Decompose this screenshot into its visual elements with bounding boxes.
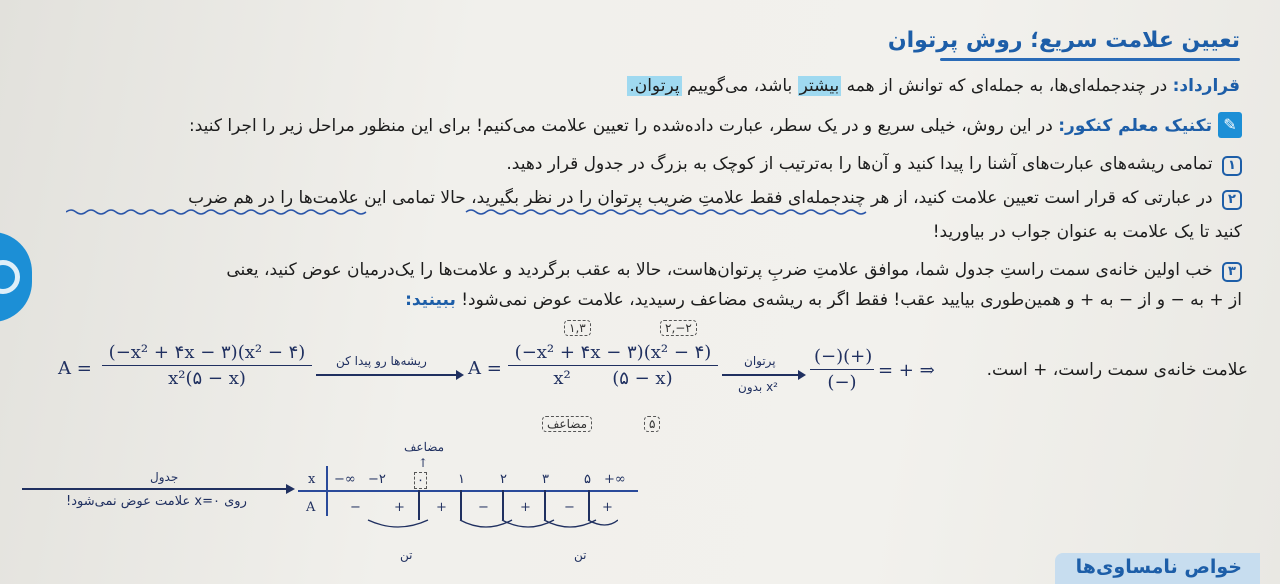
see-label: ببینید: bbox=[405, 290, 456, 310]
step-3-number: ۳ bbox=[1222, 262, 1242, 282]
arrow-find-roots bbox=[316, 374, 462, 376]
step-2-text-1: در عبارتی که قرار است تعیین علامت کنید، از هر چندجمله‌ای فقط علامتِ ضریب پرتوان را در نظر بگیرید، حالا تمامی این علامت‌ها را در هم ضرب bbox=[188, 188, 1213, 208]
sign-cell: + bbox=[520, 500, 531, 515]
arrow-leading-terms bbox=[722, 374, 804, 376]
table-h-line bbox=[298, 490, 638, 492]
sign-cell: − bbox=[350, 500, 361, 515]
undefined-label-2: تن bbox=[574, 548, 587, 562]
technique-line bbox=[189, 116, 1212, 136]
x-value: ۱ bbox=[458, 472, 465, 487]
formula-block bbox=[58, 321, 1248, 431]
rule-highlight-2: پرتوان. bbox=[629, 76, 680, 96]
double-arrow-icon: ↑ bbox=[418, 456, 429, 470]
step-2-underline bbox=[66, 208, 886, 216]
fraction-1-denominator: x²(۵ − x) bbox=[168, 368, 246, 389]
pin-icon: ✎ bbox=[1218, 112, 1242, 138]
fraction-1 bbox=[102, 342, 312, 389]
result-numerator: (−)(+) bbox=[810, 346, 874, 370]
fraction-2-denominator bbox=[508, 366, 718, 389]
x-value: ۰ bbox=[414, 472, 427, 489]
table-arrow-top-label: جدول bbox=[150, 470, 179, 484]
formula-lhs: A = bbox=[58, 358, 92, 379]
step-2-number: ۲ bbox=[1222, 190, 1242, 210]
step-1-text: تمامی ریشه‌های عبارت‌های آشنا را پیدا کنید و آن‌ها را به‌ترتیب از کوچک به بزرگ در جدول قرار دهید. bbox=[506, 154, 1213, 174]
rule-text-before: در چندجمله‌ای‌ها، به جمله‌ای که توانش از همه bbox=[846, 76, 1168, 96]
root-5-box: ۵ bbox=[644, 416, 660, 432]
x-value: −∞ bbox=[334, 472, 356, 487]
table-arrow-head bbox=[286, 484, 295, 494]
section-title: تعیین علامت سریع؛ روش پرتوان bbox=[887, 28, 1240, 53]
arrow-2-bottom-label: x² بدون bbox=[738, 380, 778, 394]
result-tail: = + ⇒ bbox=[878, 360, 935, 381]
row-label-a: A bbox=[306, 500, 316, 515]
result-denominator: (−) bbox=[827, 372, 857, 393]
step-1 bbox=[506, 154, 1242, 176]
double-label: مضاعف bbox=[404, 440, 445, 454]
rule-line bbox=[627, 76, 1240, 96]
gear-icon bbox=[0, 260, 20, 294]
formula-lhs-2: A = bbox=[468, 358, 502, 379]
fraction-1-numerator: (−x² + ۴x − ۳)(x² − ۴) bbox=[102, 342, 312, 366]
fraction-2-numerator: (−x² + ۴x − ۳)(x² − ۴) bbox=[508, 342, 718, 366]
x-value: ۳ bbox=[542, 472, 549, 487]
title-underline bbox=[940, 58, 1240, 61]
sign-arcs bbox=[348, 516, 618, 536]
conclusion-text: علامت خانه‌ی سمت راست، + است. bbox=[986, 360, 1248, 380]
technique-label: تکنیک معلم کنکور: bbox=[1058, 116, 1212, 136]
rule-text-after: باشد، می‌گوییم bbox=[686, 76, 793, 96]
fraction-2 bbox=[508, 342, 718, 389]
step-3-line-2 bbox=[405, 290, 1242, 310]
table-arrow-bottom-label: روی x=۰ علامت عوض نمی‌شود! bbox=[66, 494, 247, 509]
chapter-tab bbox=[0, 232, 32, 322]
arrow-1-label: ریشه‌ها رو پیدا کن bbox=[336, 354, 427, 368]
arrow-2-top-label: پرتوان bbox=[744, 354, 776, 368]
sign-cell: + bbox=[394, 500, 405, 515]
x-value: ۲ bbox=[500, 472, 507, 487]
double-root-box: مضاعف bbox=[542, 416, 592, 432]
table-arrow bbox=[22, 488, 292, 490]
rule-highlight-1: بیشتر bbox=[799, 76, 840, 96]
footer-title: خواص نامساوی‌ها bbox=[1075, 556, 1242, 578]
technique-text: در این روش، خیلی سریع و در یک سطر، عبارت داده‌شده را تعیین علامت می‌کنیم! برای این منظور مراحل زیر را اجرا کنید: bbox=[188, 116, 1053, 136]
fraction-2-den-a: x² bbox=[553, 368, 571, 389]
undefined-label-1: تن bbox=[400, 548, 413, 562]
step-2-text-2: کنید تا یک علامت به عنوان جواب در بیاورید! bbox=[932, 222, 1242, 242]
sign-cell: − bbox=[564, 500, 575, 515]
sign-table bbox=[298, 472, 638, 532]
x-value: ۵ bbox=[584, 472, 591, 487]
sign-cell: + bbox=[602, 500, 613, 515]
fraction-2-den-b: (۵ − x) bbox=[612, 368, 673, 389]
row-label-x: x bbox=[308, 472, 316, 487]
step-2-line-1 bbox=[188, 188, 1242, 210]
roots-box-1: ۱,۳ bbox=[564, 320, 591, 336]
result-fraction bbox=[810, 346, 874, 393]
sign-cell: − bbox=[478, 500, 489, 515]
step-3-line-1 bbox=[226, 260, 1242, 282]
x-value: +∞ bbox=[604, 472, 626, 487]
step-3-text-2: از + به − و از − به + و همین‌طوری بیایید عقب! فقط اگر به ریشه‌ی مضاعف رسیدید، علامت عوض نمی‌شود! bbox=[461, 290, 1242, 310]
x-value: −۲ bbox=[368, 472, 386, 487]
roots-box-2: ۲,−۲ bbox=[660, 320, 697, 336]
step-1-number: ۱ bbox=[1222, 156, 1242, 176]
table-v-line bbox=[326, 466, 328, 516]
rule-label: قرارداد: bbox=[1172, 76, 1240, 96]
step-3-text-1: خب اولین خانه‌ی سمت راستِ جدول شما، موافق علامتِ ضربِ پرتوان‌هاست، حالا به عقب برگردید و علامت‌ها را یک‌درمیان عوض کنید، یعنی bbox=[226, 260, 1213, 280]
sign-cell: + bbox=[436, 500, 447, 515]
step-2-line-2 bbox=[933, 222, 1242, 242]
